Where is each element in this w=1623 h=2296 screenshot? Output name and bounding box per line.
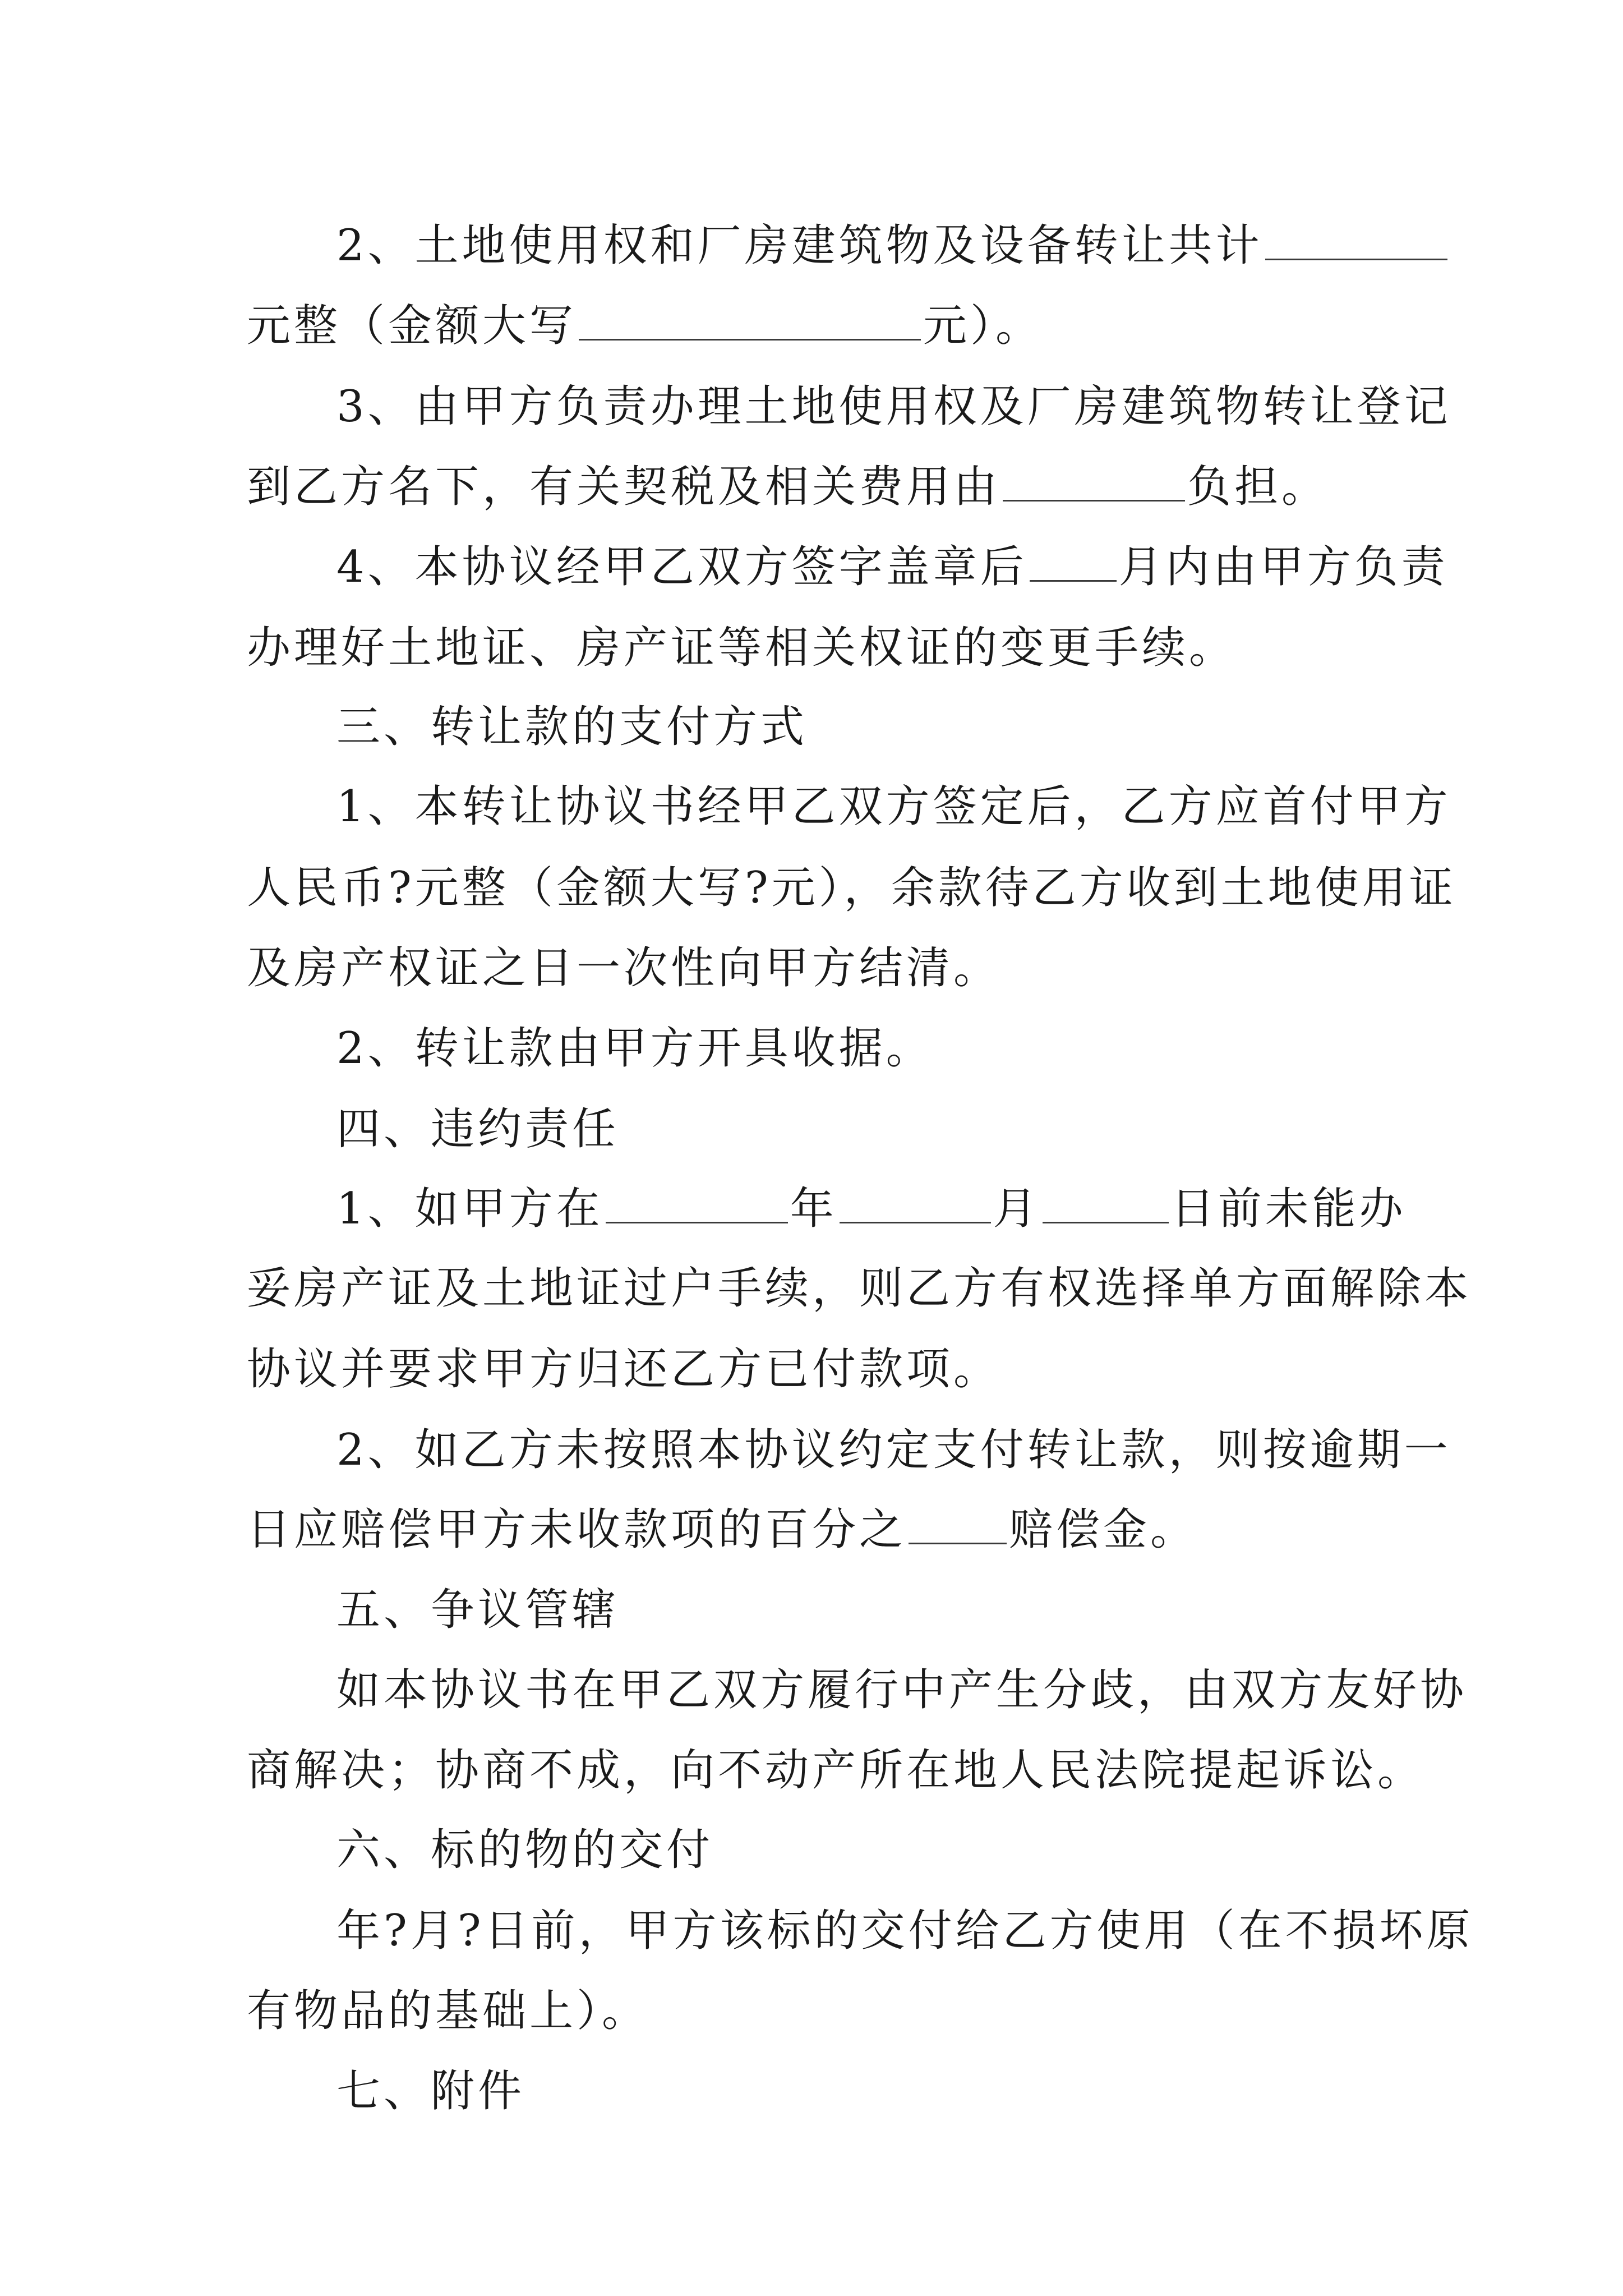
text-span: 有物品的基础上）。 (247, 1986, 649, 2036)
paragraph-line (247, 1330, 1385, 1409)
section-heading (336, 1571, 1475, 1649)
blank-field (1003, 458, 1185, 501)
text-span: 七、附件 (336, 2066, 525, 2116)
text-span: 六、标的物的交付 (336, 1825, 714, 1875)
blank-field (1030, 539, 1117, 582)
paragraph-line (247, 1249, 1472, 1328)
paragraph-line (247, 1490, 1385, 1569)
text-span: 负担。 (1187, 462, 1329, 512)
paragraph-line (336, 1892, 1475, 1970)
text-span: 及房产权证之日一次性向甲方结清。 (247, 943, 1001, 993)
text-span: 协议并要求甲方归还乙方已付款项。 (247, 1344, 1001, 1395)
text-span: 商解决；协商不成，向不动产所在地人民法院提起诉讼。 (247, 1745, 1425, 1796)
text-span: 妥房产证及土地证过户手续，则乙方有权选择单方面解除本 (247, 1263, 1472, 1314)
blank-field (579, 297, 921, 341)
text-span: 四、违约责任 (336, 1104, 620, 1154)
text-span: 月 (993, 1184, 1040, 1234)
paragraph-line (336, 1651, 1475, 1729)
blank-field (1043, 1180, 1169, 1223)
section-heading (336, 1811, 1475, 1889)
text-span: 3、由甲方负责办理土地使用权及厂房建筑物转让登记 (336, 381, 1451, 432)
text-span: 人民币?元整（金额大写?元），余款待乙方收到土地使用证 (247, 863, 1456, 913)
text-span: 五、争议管辖 (336, 1585, 620, 1635)
text-span: 元）。 (923, 301, 1043, 351)
paragraph-line (336, 367, 1475, 446)
section-heading (336, 1090, 1475, 1168)
text-span: 2、转让款由甲方开具收据。 (336, 1023, 933, 1074)
paragraph-line (336, 528, 1475, 606)
text-span: 到乙方名下，有关契税及相关费用由 (247, 462, 1001, 512)
text-span: 2、土地使用权和厂房建筑物及设备转让共计 (336, 220, 1263, 271)
paragraph-line (247, 1972, 1385, 2050)
section-heading (336, 2052, 1475, 2131)
paragraph-line (336, 1170, 1475, 1248)
paragraph-line (247, 929, 1385, 1007)
text-span: 1、本转让协议书经甲乙双方签定后，乙方应首付甲方 (336, 781, 1451, 832)
paragraph-line (247, 849, 1456, 927)
text-span: 三、转让款的支付方式 (336, 702, 808, 752)
text-span: 2、如乙方未按照本协议约定支付转让款，则按逾期一 (336, 1425, 1451, 1475)
text-span: 4、本协议经甲乙双方签字盖章后 (336, 542, 1027, 592)
blank-field (1265, 217, 1447, 260)
section-heading (336, 688, 1475, 766)
text-span: 办理好土地证、房产证等相关权证的变更手续。 (247, 623, 1237, 673)
blank-field (606, 1180, 788, 1223)
paragraph-line (247, 1731, 1425, 1810)
paragraph-line (247, 287, 1385, 365)
blank-field (840, 1180, 991, 1223)
paragraph-line (336, 767, 1475, 846)
paragraph-line (336, 1009, 1475, 1088)
text-span: 1、如甲方在 (336, 1184, 603, 1234)
text-span: 赔偿金。 (1009, 1504, 1198, 1555)
text-span: 年 (790, 1184, 837, 1234)
paragraph-line (247, 448, 1385, 526)
paragraph-line (336, 206, 1475, 285)
text-span: 月内由甲方负责 (1118, 542, 1449, 592)
text-span: 元整（金额大写 (247, 301, 577, 351)
text-span: 日应赔偿甲方未收款项的百分之 (247, 1504, 907, 1555)
text-span: 如本协议书在甲乙双方履行中产生分歧，由双方友好协 (336, 1665, 1468, 1715)
text-span: 日前未能办 (1170, 1184, 1407, 1234)
blank-field (909, 1501, 1007, 1544)
paragraph-line (336, 1411, 1475, 1489)
paragraph-line (247, 609, 1385, 687)
text-span: 年?月?日前，甲方该标的交付给乙方使用（在不损坏原 (336, 1906, 1474, 1956)
